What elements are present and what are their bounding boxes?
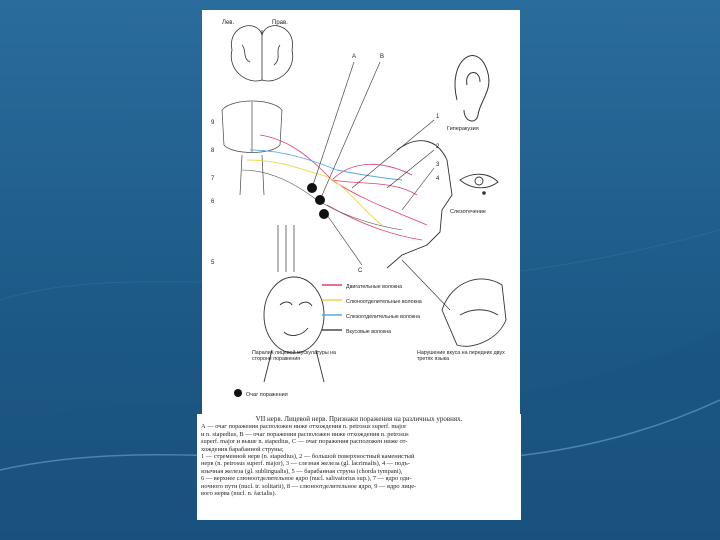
num-5-label: 5 (211, 260, 215, 266)
legend-lacrimal-label: Слезоотделительные волокна (346, 314, 421, 320)
hyperacusis-label: Гиперакузия (447, 126, 479, 132)
ear-illustration (455, 56, 489, 121)
caption-line: нерв (n. petrosus superf. major), 3 — слезная железа (gl. lacrimalis), 4 — подъ- (201, 460, 410, 468)
num-6-label: 6 (211, 199, 215, 205)
caption-line: ночного пути (nucl. tr. solitarii), 8 — слюноотделительное ядро, 9 — ядро лице- (201, 482, 417, 490)
caption-line: А — очаг поражения расположен ниже отхождения n. petrosus superf. major (201, 423, 407, 431)
caption-line: 6 — верхнее слюноотделительное ядро (nucl. salivatorius sup.), 7 — ядро оди- (201, 475, 412, 483)
letter-c-label: С (358, 268, 363, 274)
legend-taste-label: Вкусовые волокна (346, 329, 392, 335)
side-left-label: Лев. (222, 20, 235, 26)
lesion-legend-label: Очаг поражения (246, 392, 288, 398)
lesion-legend-dot (234, 389, 242, 397)
side-right-label: Прав. (272, 20, 288, 26)
num-1-label: 1 (436, 114, 440, 120)
motor-fibers (260, 135, 427, 240)
caption-title: VII нерв. Лицевой нерв. Признаки поражения на различных уровнях. (255, 415, 463, 423)
facial-nerve-diagram (202, 10, 520, 414)
tear-drop-icon (482, 191, 486, 195)
caption-line: хождения барабанной струны; (201, 445, 284, 453)
num-7-label: 7 (211, 176, 215, 182)
num-3-label: 3 (436, 162, 440, 168)
lesion-point-a (307, 183, 317, 193)
caption-line: язычная железа (gl. sublingualis), 5 — барабанная струна (chorda tympani), (201, 467, 403, 475)
num-2-label: 2 (436, 144, 440, 150)
legend-motor-label: Двигательные волокна (346, 284, 403, 290)
num-4-label: 4 (436, 176, 440, 182)
lesion-point-b (315, 195, 325, 205)
caption-line: superf. major и выше n. stapedius, С — очаг поражения расположен ниже от- (201, 438, 408, 446)
caption-line: вого нерва (nucl. n. facialis). (201, 490, 277, 498)
legend-secretory-label: Слюноотделительные волокна (346, 299, 422, 305)
letter-b-label: В (380, 54, 385, 60)
brain-illustration (231, 26, 293, 81)
num-9-label: 9 (211, 120, 215, 126)
level-lines (312, 62, 434, 265)
brainstem-illustration (222, 101, 282, 195)
legend (322, 284, 422, 335)
num-8-label: 8 (211, 148, 215, 154)
taste-loss-label: Нарушение вкуса на передних двух третях языка (417, 350, 505, 363)
caption-line: и n. stapedius, В — очаг поражения расположен ниже отхождения n. petrosus (201, 430, 409, 438)
secretory-fibers (247, 160, 382, 225)
paralysis-label: Паралич лицевой мускулатуры на стороне поражения (252, 350, 336, 363)
lacrimation-label: Слезотечение (450, 209, 486, 215)
caption-line: 1 — стременной нерв (n. stapedius), 2 — большой поверхностный каменистый (201, 453, 415, 461)
figure-caption (197, 414, 521, 520)
tongue-illustration (442, 279, 506, 346)
head-profile-illustration (387, 141, 498, 268)
lesion-point-c (319, 209, 329, 219)
arrow-to-face (278, 225, 294, 272)
letter-a-label: А (352, 54, 357, 60)
